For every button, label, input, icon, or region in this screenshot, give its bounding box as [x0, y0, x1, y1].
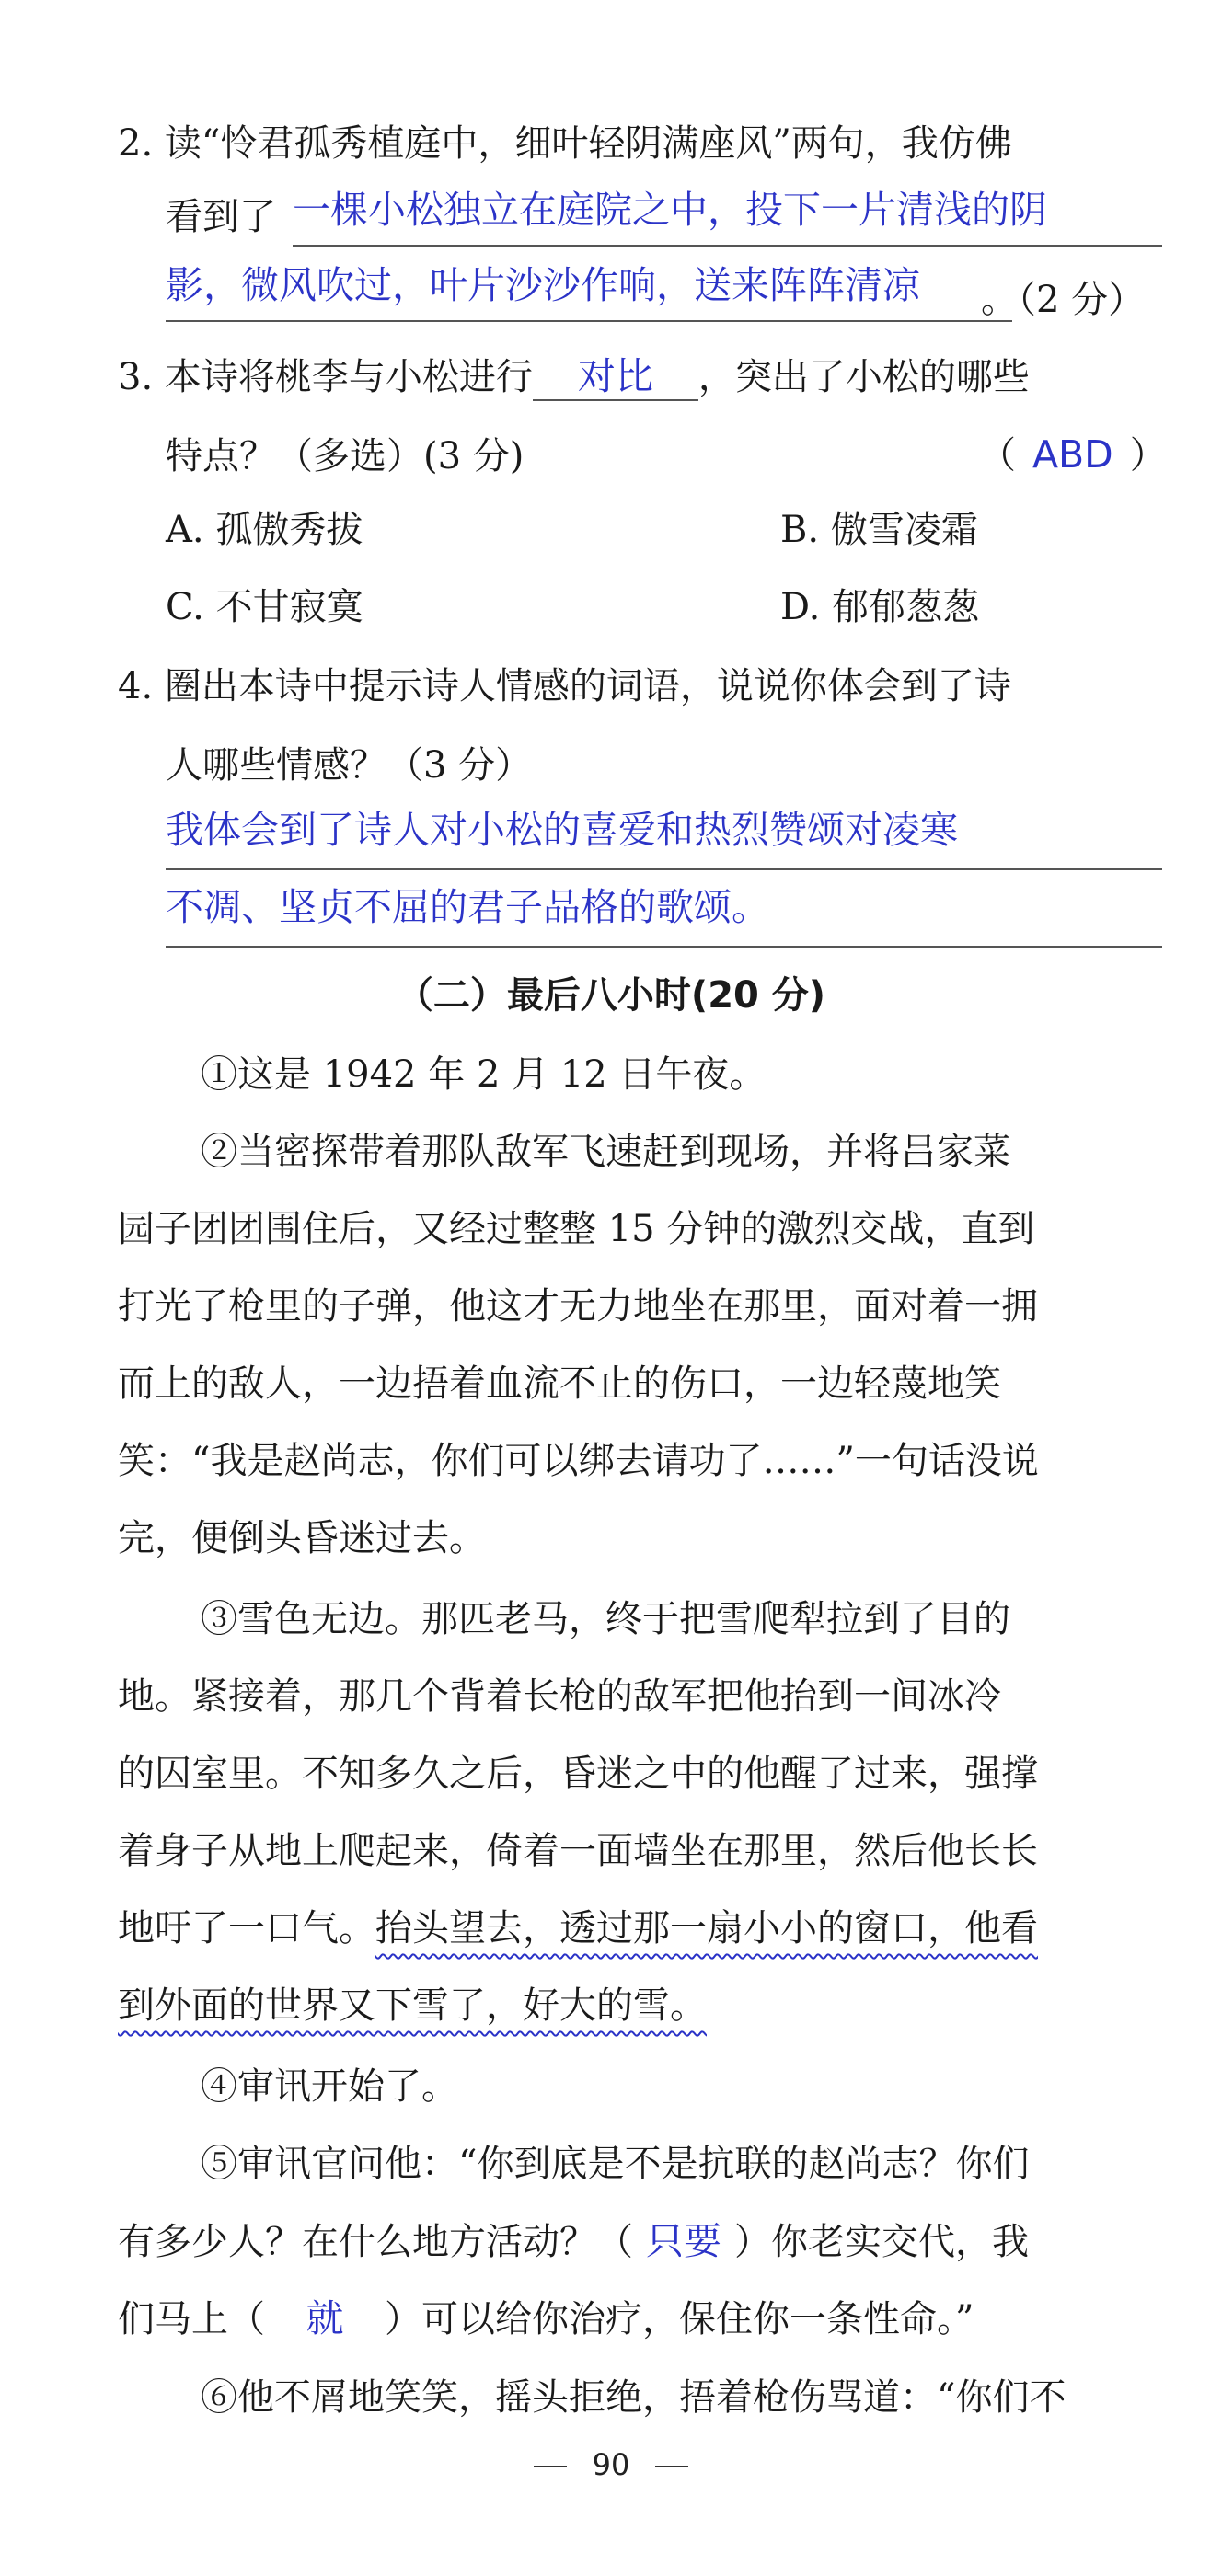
paragraph-3-line: 的囚室里。不知多久之后，昏迷之中的他醒了过来，强撑 [118, 1753, 1038, 1795]
q3-option-b: B. 傲雪凌霜 [780, 509, 978, 551]
paragraph-5-line2 [118, 2215, 1222, 2268]
paragraph-5-text: 们马上（ [118, 2298, 265, 2340]
q4-stem-line1: 4. 圈出本诗中提示诗人情感的词语，说说你体会到了诗 [118, 665, 1011, 707]
q3-stem-line2: 特点？（多选）(3 分) [166, 435, 525, 477]
q2-answer-rule2 [166, 320, 1012, 322]
page-number: 90 [592, 2447, 630, 2482]
q4-stem-line2: 人哪些情感？（3 分） [166, 744, 533, 787]
paragraph-2-line: 打光了枪里的子弹，他这才无力地坐在那里，面对着一拥 [118, 1285, 1038, 1328]
q4-answer-line1: 我体会到了诗人对小松的喜爱和热烈赞颂对凌寒 [166, 808, 958, 852]
wavy-underlined-sentence: 到外面的世界又下雪了，好大的雪。 [118, 1984, 707, 2027]
q3-option-a: A. 孤傲秀拔 [166, 509, 363, 551]
paragraph-6: ⑥他不屑地笑笑，摇头拒绝，捂着枪伤骂道：“你们不 [201, 2376, 1066, 2419]
wavy-underlined-sentence: 抬头望去，透过那一扇小小的窗口，他看 [375, 1907, 1038, 1949]
q4-answer-rule2 [166, 946, 1162, 948]
paragraph-3-line: ③雪色无边。那匹老马，终于把雪爬犁拉到了目的 [201, 1598, 1010, 1640]
paragraph-2-line: 而上的敌人，一边捂着血流不止的伤口，一边轻蔑地笑 [118, 1363, 1001, 1405]
q4-answer-line2: 不凋、坚贞不屈的君子品格的歌颂。 [166, 885, 769, 929]
paragraph-2-line: 完，便倒头昏迷过去。 [118, 1517, 486, 1559]
q3-answer-paren [979, 429, 1167, 481]
paragraph-3-plain-text: 地吁了一口气。 [118, 1907, 375, 1949]
paragraph-2-line: 园子团团围住后，又经过整整 15 分钟的激烈交战，直到 [118, 1208, 1035, 1250]
page-footer [0, 2447, 1222, 2482]
q4-answer-rule1 [166, 868, 1162, 870]
q2-answer-line1: 一棵小松独立在庭院之中，投下一片清浅的阴 [293, 188, 1047, 232]
q2-answer-line2: 影，微风吹过，叶片沙沙作响，送来阵阵清凉 [166, 263, 920, 307]
paragraph-5-text: 有多少人？在什么地方活动？（ [118, 2221, 633, 2263]
paragraph-3-line: 地。紧接着，那几个背着长枪的敌军把他抬到一间冰冷 [118, 1675, 1001, 1718]
paragraph-2-line: 笑：“我是赵尚志，你们可以绑去请功了……”一句话没说 [118, 1440, 1039, 1482]
q3-option-d: D. 郁郁葱葱 [780, 586, 980, 628]
paragraph-3-line-5 [118, 1903, 1222, 1954]
q3-paren-right: ） [1129, 434, 1167, 477]
q3-stem-line1 [118, 351, 1222, 403]
q2-stem-prefix: 看到了 [166, 196, 276, 238]
paragraph-5-text: ）你老实交代，我 [734, 2221, 1029, 2263]
paragraph-5-line1: ⑤审讯官问他：“你到底是不是抗联的赵尚志？你们 [201, 2143, 1030, 2185]
paragraph-4: ④审讯开始了。 [201, 2065, 458, 2108]
paragraph-2-line: ②当密探带着那队敌军飞速赶到现场，并将吕家菜 [201, 1131, 1010, 1173]
q2-answer-rule1 [293, 245, 1162, 247]
paragraph-1: ①这是 1942 年 2 月 12 日午夜。 [201, 1053, 767, 1096]
paragraph-3-line-6 [118, 1980, 1222, 2031]
q3-answer: ABD [1032, 432, 1113, 477]
section-title: （二）最后八小时(20 分) [396, 974, 826, 1017]
q3-stem-suffix: ，突出了小松的哪些 [697, 356, 1030, 398]
q3-option-c: C. 不甘寂寞 [166, 586, 363, 628]
q3-paren-left: （ [979, 434, 1016, 477]
blank-answer-1: 只要 [646, 2219, 721, 2263]
q2-stem-line1: 2. 读“怜君孤秀植庭中，细叶轻阴满座风”两句，我仿佛 [118, 122, 1012, 165]
paragraph-5-text: ）可以给你治疗，保住你一条性命。” [385, 2298, 974, 2340]
q3-stem-prefix: 3. 本诗将桃李与小松进行 [118, 356, 533, 398]
paragraph-3-line: 着身子从地上爬起来，倚着一面墙坐在那里，然后他长长 [118, 1830, 1038, 1872]
paragraph-5-line3 [118, 2293, 1222, 2345]
footer-dash-left [534, 2466, 567, 2467]
q3-blank-answer: 对比 [533, 353, 698, 401]
blank-answer-2: 就 [306, 2296, 344, 2340]
footer-dash-right [655, 2466, 688, 2467]
q2-score: 。（2 分） [981, 279, 1146, 321]
